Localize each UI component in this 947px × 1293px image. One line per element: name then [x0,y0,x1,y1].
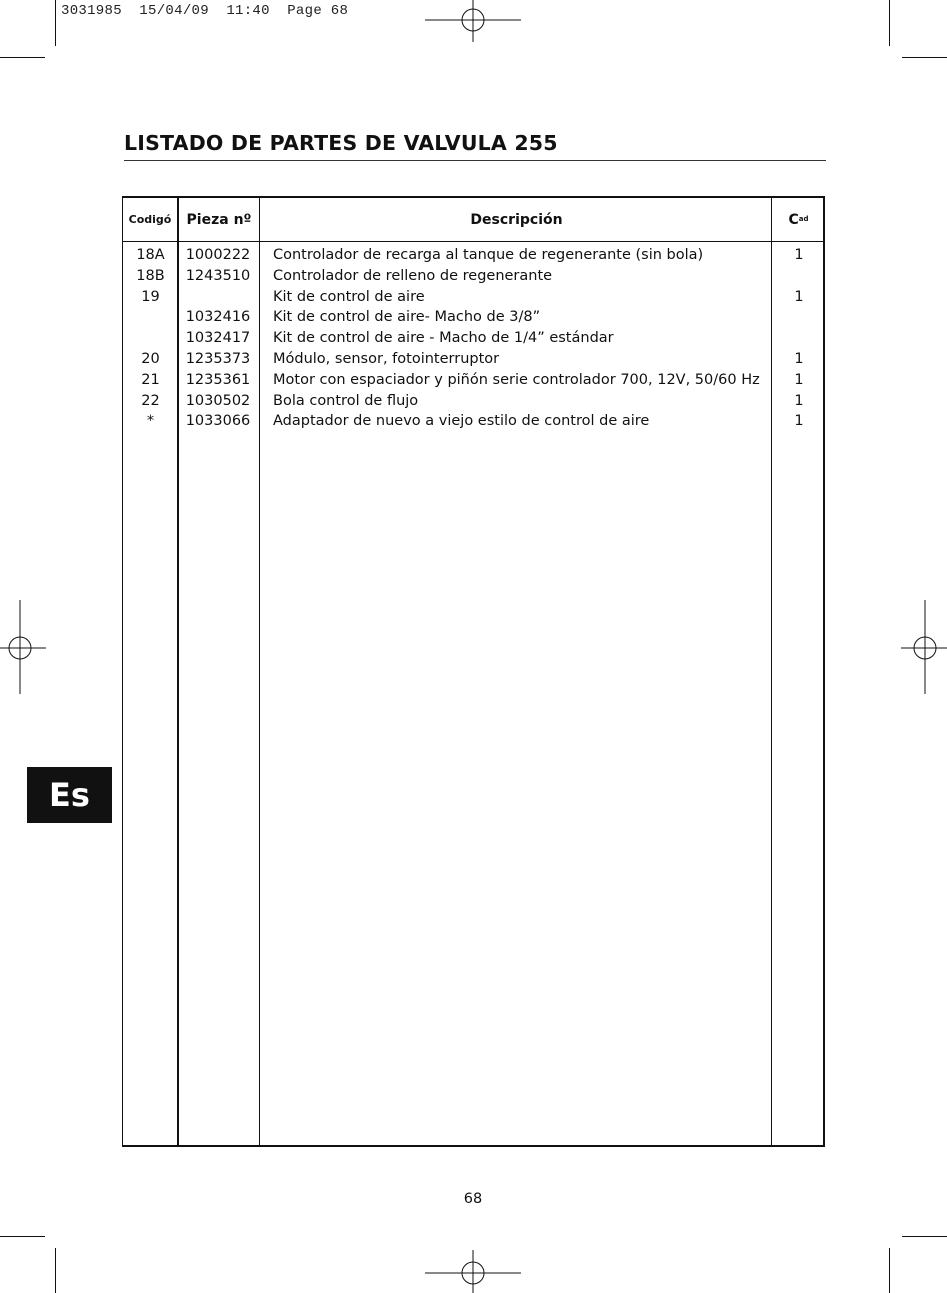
cell-cantidad [773,307,825,328]
table-row [123,287,823,308]
header-cantidad [773,198,824,241]
crop-mark-bottom-left-v [55,1248,56,1293]
cell-codigo: * [146,413,155,430]
cell-codigo [123,307,178,328]
cell-pieza: 1033066 [185,413,251,430]
table-row [123,370,823,391]
cell-descripcion: Adaptador de nuevo a viejo estilo de control de aire [273,413,650,430]
cell-codigo: 21 [141,371,160,388]
cell-pieza: 1235361 [185,371,251,388]
header-divider [123,241,823,242]
cell-cantidad: 1 [794,350,804,367]
cell-cantidad: 1 [794,413,804,430]
header-descripcion: Descripción [470,211,563,228]
cell-descripcion: Kit de control de aire - Macho de 1/4” estándar [273,330,614,347]
crop-mark-top-right-h [902,57,947,58]
crop-mark-top-right-v [889,0,890,46]
registration-crosshair-icon [901,600,947,694]
registration-crosshair-icon [0,600,46,694]
crop-mark-top-left-v [55,0,56,46]
table-row [123,266,823,287]
cell-cantidad: 1 [794,371,804,388]
page-number: 68 [463,1191,483,1207]
header-cantidad-base: C [788,211,799,228]
cell-codigo [123,328,178,349]
cell-descripcion: Módulo, sensor, fotointerruptor [273,350,500,367]
cell-descripcion: Bola control de flujo [273,392,419,409]
header-codigo: Codigó [128,213,172,226]
registration-crosshair-icon [425,0,521,42]
table-row [123,307,823,328]
cell-pieza: 1235373 [185,350,251,367]
cell-cantidad [773,328,825,349]
cell-pieza: 1032416 [185,309,251,326]
cell-codigo: 18A [136,247,165,263]
header-cantidad-sup: ad [798,214,809,223]
language-tab: Es [27,767,112,823]
cell-descripcion: Kit de control de aire [273,288,425,305]
cell-cantidad [773,266,825,287]
cell-descripcion: Kit de control de aire- Macho de 3/8” [273,309,541,326]
registration-crosshair-icon [425,1250,521,1293]
cell-cantidad: 1 [794,247,804,263]
cell-descripcion: Motor con espaciador y piñón serie controlador 700, 12V, 50/60 Hz [273,371,760,388]
page-title: LISTADO DE PARTES DE VALVULA 255 [124,131,558,155]
cell-pieza: 1000222 [185,247,251,263]
cell-pieza: 1243510 [185,267,251,284]
crop-mark-top-left-h [0,57,45,58]
cell-pieza: 1030502 [185,392,251,409]
cell-pieza: 1032417 [185,330,251,347]
table-body [123,245,823,432]
table-row [123,349,823,370]
cell-pieza [183,287,253,308]
table-row [123,411,823,432]
header-pieza: Pieza nº [186,211,252,228]
title-underline [124,160,826,161]
cell-descripcion: Controlador de relleno de regenerante [273,267,553,284]
cell-descripcion: Controlador de recarga al tanque de regenerante (sin bola) [273,247,704,263]
table-row [123,328,823,349]
table-row [123,245,823,266]
cell-codigo: 20 [141,350,160,367]
cell-codigo: 19 [141,288,160,305]
print-slug: 3031985 15/04/09 11:40 Page 68 [61,3,349,19]
crop-mark-bottom-left-h [0,1236,45,1237]
cell-codigo: 18B [136,267,165,284]
cell-codigo: 22 [141,392,160,409]
table-row [123,391,823,412]
cell-cantidad: 1 [794,288,804,305]
crop-mark-bottom-right-h [902,1236,947,1237]
cell-cantidad: 1 [794,392,804,409]
parts-table [122,196,825,1147]
crop-mark-bottom-right-v [889,1248,890,1293]
